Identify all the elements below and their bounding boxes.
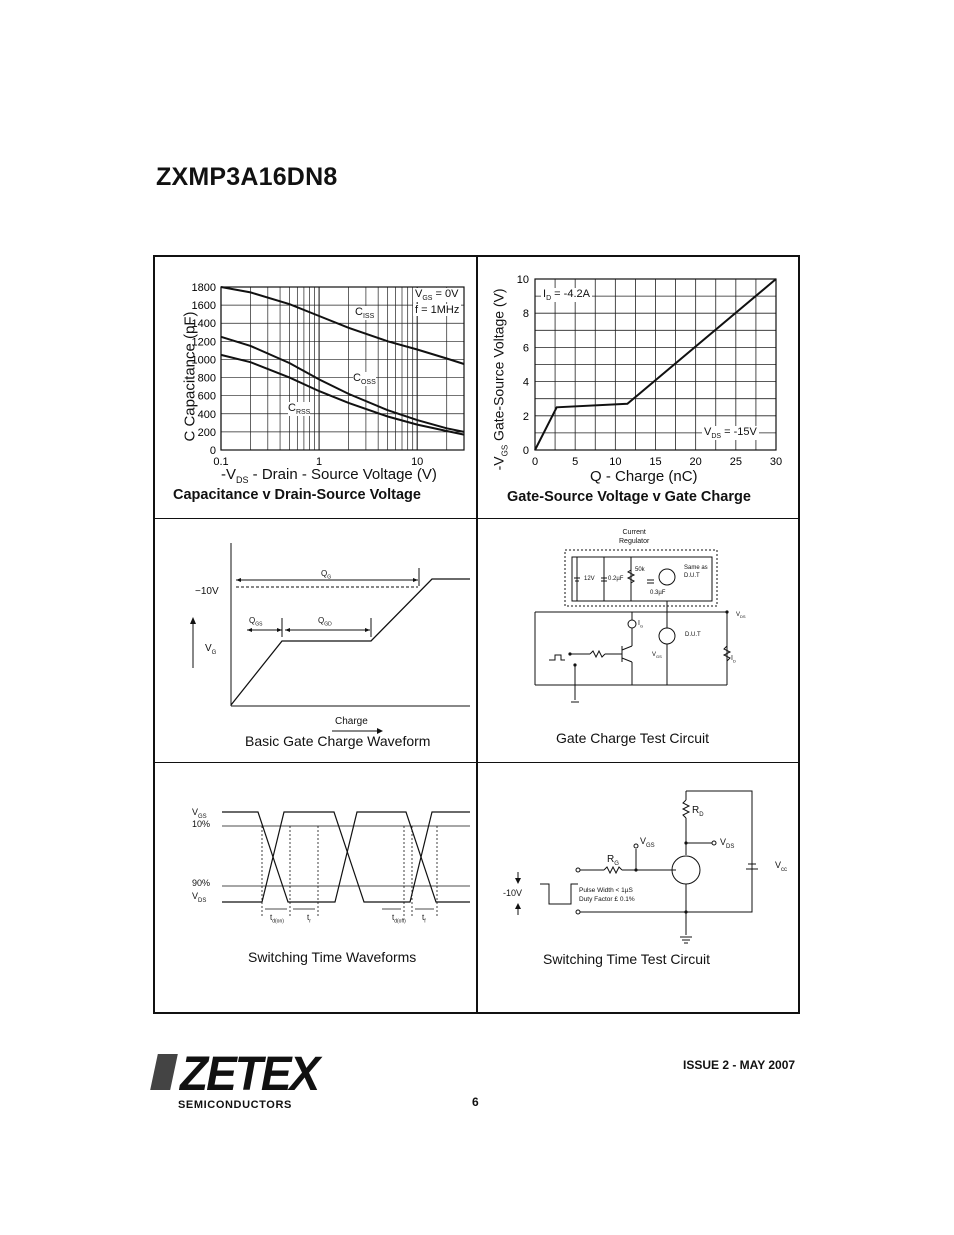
cap-xlabel-pre: -V (221, 466, 236, 483)
cap-cond1-post: = 0V (432, 288, 459, 300)
pulse-spec (579, 886, 635, 904)
gate-xtick-label: 25 (729, 456, 742, 468)
gate-ytick-label: 0 (522, 445, 529, 457)
sw-circuit-caption: Switching Time Test Circuit (543, 951, 711, 967)
gc-id-sub: D (732, 658, 736, 664)
rg-r: R (607, 854, 615, 865)
cap-condition-freq: f = 1MHz (415, 304, 460, 316)
gate-xtick-label: 20 (689, 456, 702, 468)
coss-sub: OSS (360, 379, 376, 387)
sw-vgs-sub: GS (198, 813, 207, 820)
vcc-v: V (775, 860, 782, 870)
cap-xtick-label: 0.1 (213, 456, 229, 468)
cap-cond1-sub: GS (422, 295, 433, 303)
gate-vds-sub: DS (711, 433, 722, 441)
sw-wave-caption: Switching Time Waveforms (248, 949, 417, 965)
tdoff-t: t (392, 913, 395, 922)
gate-xtick-label: 15 (649, 456, 662, 468)
pulse-width-line: Pulse Width < 1µS (579, 887, 633, 894)
gate-ylabel-pre: -V (490, 456, 507, 471)
swc-vds-label (720, 837, 734, 850)
cap-xlabel-post: - Drain - Source Voltage (V) (248, 466, 437, 483)
gc-vgs-v: V (652, 652, 657, 658)
gate-ytick-label: 10 (516, 274, 529, 286)
vcc-label (775, 860, 787, 873)
gate-ylabel-sub: GS (500, 444, 510, 457)
gate-xlabel: Q - Charge (nC) (590, 468, 698, 485)
current-reg-line2: Regulator (619, 538, 650, 545)
swc-vgs-label (640, 836, 655, 849)
p90-label: 90% (192, 878, 211, 888)
charge-label: Charge (335, 716, 368, 727)
tf-sub: f (424, 918, 426, 925)
p10-label: 10% (192, 819, 211, 829)
dut2-label: D.U.T (685, 632, 701, 638)
coss-c: C (353, 372, 361, 384)
page-title: ZXMP3A16DN8 (156, 163, 338, 191)
cap-xtick-label: 1 (316, 456, 323, 468)
gate-circuit-caption: Gate Charge Test Circuit (556, 730, 710, 746)
v12-label: 12V (584, 576, 595, 582)
cap-ytick-label: 1200 (191, 336, 216, 349)
tdon-t: t (270, 913, 273, 922)
r50k-label: 50k (635, 567, 645, 573)
gate-xtick-label: 0 (531, 456, 539, 468)
gate-ytick-label: 4 (522, 376, 529, 389)
cap-cond1-pre: V (415, 288, 423, 300)
gc-vgs-sub: GS (656, 654, 662, 660)
qgs-sub: GS (255, 621, 263, 628)
cap-ytick-label: 1600 (191, 300, 216, 313)
gate-xtick-label: 30 (769, 456, 783, 468)
logo-sub: SEMICONDUCTORS (178, 1099, 292, 1111)
tdoff-sub: d(off) (394, 918, 406, 925)
cap-ytick-label: 1400 (191, 318, 216, 331)
swc-vgs-v: V (640, 836, 647, 846)
gc-vds-v: V (736, 612, 741, 618)
dut1-line: D.U.T (684, 573, 700, 579)
issue-label: ISSUE 2 - MAY 2007 (683, 1058, 796, 1072)
gate-xtick-label: 10 (609, 456, 622, 468)
ciss-sub: ISS (362, 313, 375, 321)
page-number: 6 (472, 1095, 479, 1109)
tf-t: t (422, 913, 425, 922)
cap-xtick-label: 10 (411, 456, 424, 468)
gate-ylabel-post: Gate-Source Voltage (V) (490, 288, 507, 445)
current-reg-line1: Current (622, 529, 646, 536)
sw-vgs-v: V (192, 807, 199, 817)
gate-ytick-label: 8 (522, 308, 529, 321)
rd-label (692, 805, 704, 818)
tdon-sub: d(on) (272, 918, 284, 925)
vg-v: V (205, 643, 212, 654)
swc-v10-label: -10V (503, 888, 523, 898)
sw-vds-v: V (192, 891, 199, 901)
cap-ytick-label: 600 (197, 390, 216, 403)
ig-sub: G (639, 623, 644, 629)
same-as-line: Same as (684, 565, 708, 571)
cap-caption: Capacitance v Drain-Source Voltage (173, 487, 421, 503)
qgs-q: Q (249, 616, 256, 625)
gate-xtick-label: 5 (572, 456, 579, 468)
logo-word: ZETEX (180, 1045, 319, 1101)
gc-id-i: I (731, 655, 733, 662)
rd-sub: D (699, 812, 704, 818)
gate-caption: Gate-Source Voltage v Gate Charge (507, 489, 751, 505)
cap-ytick-label: 0 (209, 445, 216, 457)
gate-id-pre: I (543, 288, 547, 300)
swc-vds-v: V (720, 837, 727, 847)
swc-vds-sub: DS (726, 843, 735, 850)
cap-ytick-label: 200 (197, 426, 216, 439)
gate-id-sub: D (546, 295, 552, 303)
tr-sub: r (309, 918, 311, 925)
qg-sub: G (327, 574, 332, 581)
cap-ytick-label: 800 (197, 372, 216, 385)
cap-ytick-label: 1800 (191, 282, 216, 294)
gate-id-post: = -4.2A (551, 288, 590, 300)
v10-label: −10V (195, 586, 219, 597)
gate-ytick-label: 6 (522, 342, 529, 355)
swc-vgs-sub: GS (646, 842, 655, 849)
vcc-sub: cc (781, 866, 788, 873)
c03-label: 0.3µF (650, 590, 666, 596)
waveform-caption: Basic Gate Charge Waveform (245, 733, 431, 749)
crss-c: C (288, 402, 296, 414)
cap-ytick-label: 1000 (191, 354, 216, 367)
crss-sub: RSS (295, 409, 311, 417)
rg-sub: G (614, 861, 619, 867)
qgd-q: Q (318, 616, 325, 625)
gate-ytick-label: 2 (522, 410, 529, 423)
tr-t: t (307, 913, 310, 922)
cap-ylabel: C Capacitance (pF) (181, 311, 199, 442)
c02-label: 0.2µF (608, 576, 624, 582)
gate-vds-pre: V (704, 426, 712, 438)
ciss-c: C (355, 306, 363, 318)
vg-sub: G (211, 650, 217, 656)
qg-q: Q (321, 569, 328, 578)
duty-factor-line: Duty Factor £ 0.1% (579, 896, 635, 903)
rd-r: R (692, 805, 700, 816)
cap-xlabel-sub: DS (236, 475, 249, 485)
gc-vds-sub: DS (740, 614, 746, 620)
cap-ytick-label: 400 (197, 408, 216, 421)
ig-i: I (638, 620, 640, 627)
sw-vds-sub: DS (198, 897, 207, 904)
gate-vds-post: = -15V (721, 426, 757, 438)
qgd-sub: GD (324, 621, 332, 628)
rg-label (607, 854, 619, 867)
